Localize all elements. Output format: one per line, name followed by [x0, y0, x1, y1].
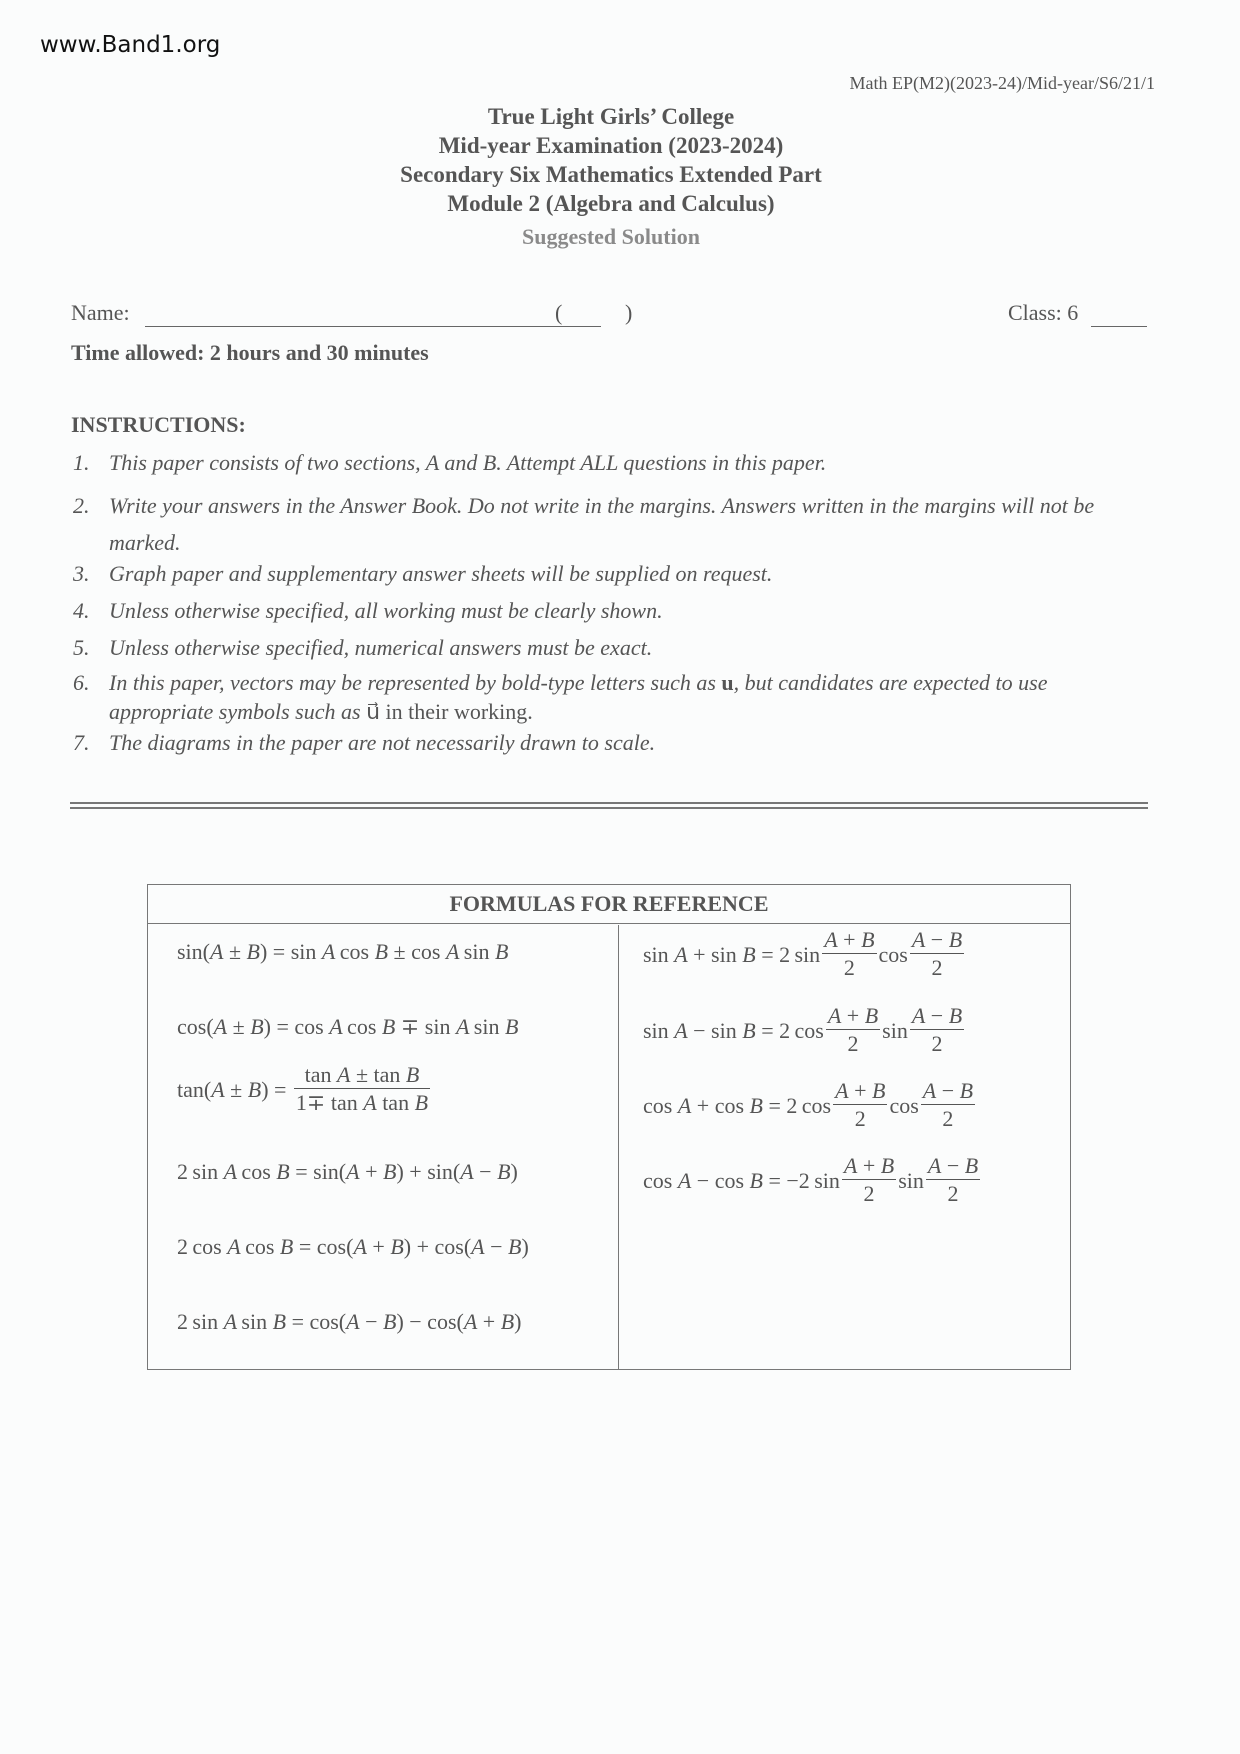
student-info-row	[71, 300, 1153, 330]
instruction-number: 7.	[73, 730, 90, 755]
instruction-item	[71, 730, 1151, 763]
instruction-text: Graph paper and supplementary answer sheets will be supplied on request.	[109, 561, 773, 586]
instruction-item	[71, 487, 1151, 561]
class-number-paren-close: )	[625, 300, 633, 325]
reference-code: Math EP(M2)(2023-24)/Mid-year/S6/21/1	[849, 73, 1155, 93]
subject-title: Secondary Six Mathematics Extended Part	[400, 162, 822, 187]
instruction-number: 3.	[73, 561, 90, 586]
name-field[interactable]	[145, 326, 601, 327]
exam-title: Mid-year Examination (2023-2024)	[438, 133, 784, 158]
instruction-item	[71, 635, 1151, 668]
formula-column-right	[619, 925, 1070, 1369]
formula-sinA-plus-sinB: sin A + sin B = 2 sin $\frac{A + B}{2}$ cos $\frac{A - B}{2}$	[643, 927, 963, 980]
formula-cos-sum: cos( A ± B ) = cos A cos B ∓ sin A sin B	[177, 1014, 519, 1039]
section-divider	[70, 802, 1148, 809]
instruction-number: 4.	[73, 598, 90, 623]
instruction-text: In this paper, vectors may be represented by bold-type letters such as u, but candidates are expected to use appropriate symbols such as u⃗ in their working.	[109, 670, 1048, 724]
class-number-paren-open: (	[555, 300, 563, 325]
formula-sinA-minus-sinB: sin A − sin B = 2 cos $\frac{A + B}{2}$ sin $\frac{A - B}{2}$	[643, 1003, 963, 1056]
watermark: www.Band1.org	[40, 32, 221, 58]
formula-2cosAcosB: 2 cos A cos B = cos( A + B ) + cos( A − B )	[177, 1234, 529, 1259]
formula-cosA-plus-cosB: cos A + cos B = 2 cos $\frac{A + B}{2}$ cos $\frac{A - B}{2}$	[643, 1078, 974, 1131]
bold-vector-example: u	[721, 670, 734, 695]
formula-cosA-minus-cosB: cos A − cos B = −2 sin $\frac{A + B}{2}$ sin $\frac{A - B}{2}$	[643, 1153, 979, 1206]
time-allowed: Time allowed: 2 hours and 30 minutes	[71, 340, 429, 365]
instruction-text: Unless otherwise specified, all working must be clearly shown.	[109, 598, 663, 623]
class-field[interactable]	[1091, 326, 1147, 327]
formula-2sinAcosB: 2 sin A cos B = sin( A + B ) + sin( A − B )	[177, 1159, 518, 1184]
instruction-text: The diagrams in the paper are not necessarily drawn to scale.	[109, 730, 656, 755]
instruction-item	[71, 561, 1151, 598]
instruction-item	[71, 598, 1151, 635]
suggested-solution-label: Suggested Solution	[522, 224, 700, 249]
school-name: True Light Girls’ College	[487, 104, 735, 129]
instructions-list	[71, 450, 1151, 763]
formula-box-title: FORMULAS FOR REFERENCE	[148, 885, 1070, 924]
instruction-number: 2.	[73, 493, 90, 518]
instruction-text: Unless otherwise specified, numerical answers must be exact.	[109, 635, 653, 660]
formula-2sinAsinB: 2 sin A sin B = cos( A − B ) − cos( A + B )	[177, 1309, 522, 1334]
vector-arrow-symbol: u⃗	[366, 699, 381, 724]
formula-sin-sum: sin( A ± B ) = sin A cos B ± cos A sin B	[177, 939, 509, 964]
formula-reference-box	[147, 884, 1071, 1370]
title-block	[0, 102, 1222, 250]
instruction-item	[71, 668, 1151, 730]
instruction-number: 1.	[73, 450, 90, 475]
instruction-number: 5.	[73, 635, 90, 660]
instructions-title: INSTRUCTIONS:	[71, 412, 246, 437]
instruction-text: Write your answers in the Answer Book. Do not write in the margins. Answers written in the margins will not be marked.	[109, 493, 1095, 555]
name-label: Name:	[71, 300, 130, 325]
class-label: Class: 6	[1008, 300, 1079, 325]
instruction-number: 6.	[73, 670, 90, 695]
module-title: Module 2 (Algebra and Calculus)	[447, 191, 775, 216]
formula-column-left	[148, 925, 619, 1369]
formula-tan-sum: tan( A ± B ) = $\frac{\text{tan A ± tan B}}{\text{1∓ tan A tan B}}$	[177, 1062, 429, 1115]
instruction-item	[71, 450, 1151, 487]
instruction-text: This paper consists of two sections, A and B. Attempt ALL questions in this paper.	[109, 450, 827, 475]
